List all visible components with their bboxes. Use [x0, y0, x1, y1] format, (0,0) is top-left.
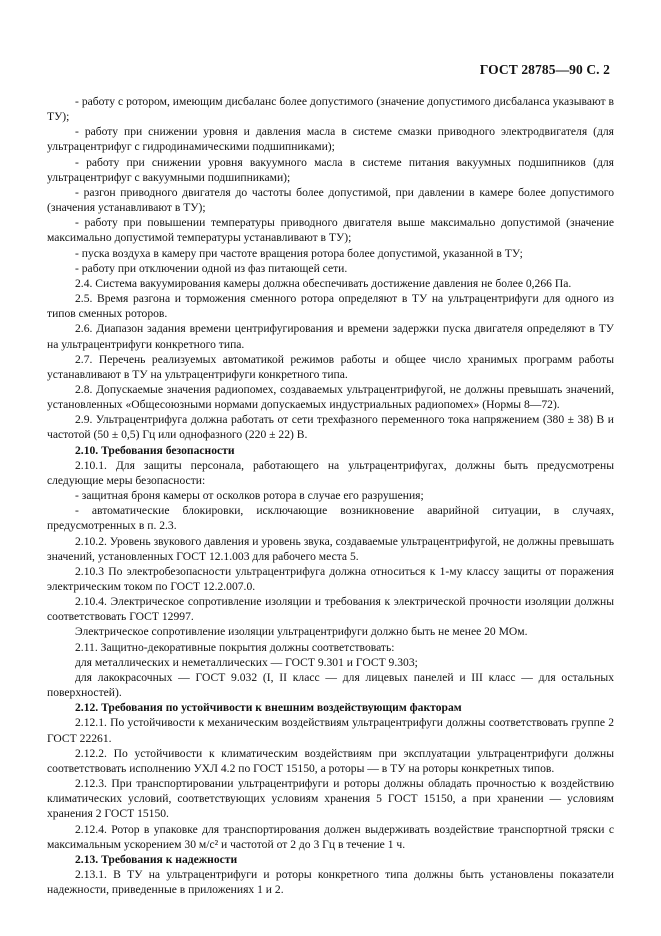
paragraph: 2.12.1. По устойчивости к механическим воздействиям ультрацентрифуги должны соответствовать группе 2 ГОСТ 22261. — [47, 716, 614, 745]
paragraph: 2.4. Система вакуумирования камеры должна обеспечивать достижение давления не более 0,266 Па. — [75, 276, 572, 290]
paragraph: 2.6. Диапазон задания времени центрифугирования и времени задержки пуска двигателя определяют в ТУ на ультрацентрифуги конкретного типа. — [47, 322, 614, 351]
paragraph: 2.8. Допускаемые значения радиопомех, создаваемых ультрацентрифугой, не должны превышать значений, установленных «Общесоюзными нормами допускаемых индустриальных радиопомех» (Нормы 8—72). — [47, 382, 614, 412]
paragraph: для металлических и неметаллических — ГОСТ 9.301 и ГОСТ 9.303; — [75, 655, 418, 669]
paragraph: 2.12.3. При транспортировании ультрацентрифуги и роторы должны обладать прочностью к воздействию климатических условий, соответствующих условиям хранения 5 ГОСТ 15150, а при хранении — условиям хранения 2 ГОСТ 15150. — [47, 777, 614, 821]
paragraph: для лакокрасочных — ГОСТ 9.032 (I, II класс — для лицевых панелей и III класс — для остальных поверхностей). — [47, 670, 614, 700]
paragraph: 2.5. Время разгона и торможения сменного ротора определяют в ТУ на ультрацентрифуги для одного из типов сменных роторов. — [47, 292, 614, 321]
paragraph: 2.10.2. Уровень звукового давления и уровень звука, создаваемые ультрацентрифугой, не должны превышать значений, установленных ГОСТ 12.1.003 для рабочего места 5. — [47, 534, 614, 563]
paragraph: - работу при отключении одной из фаз питающей сети. — [75, 261, 348, 275]
paragraph: 2.10.1. Для защиты персонала, работающего на ультрацентрифугах, должны быть предусмотрены следующие меры безопасности: — [47, 458, 614, 487]
paragraph: 2.10.3 По электробезопасности ультрацентрифуга должна относиться к 1-му классу защиты от поражения электрическим током по ГОСТ 12.2.007.0. — [47, 564, 614, 593]
section-heading: 2.10. Требования безопасности — [75, 443, 235, 457]
document-body — [47, 94, 614, 897]
paragraph: 2.9. Ультрацентрифуга должна работать от сети трехфазного переменного тока напряжением (380 ± 38) В и частотой (50 ± 0,5) Гц или однофазного (220 ± 22) В. — [47, 413, 614, 442]
paragraph: - работу при снижении уровня вакуумного масла в системе питания вакуумных подшипников (для ультрацентрифуг с вакуумными подшипниками); — [47, 155, 614, 184]
paragraph: - работу с ротором, имеющим дисбаланс более допустимого (значение допустимого дисбаланса указывают в ТУ); — [47, 95, 614, 124]
paragraph: 2.7. Перечень реализуемых автоматикой режимов работы и общее число хранимых программ работы устанавливают в ТУ на ультрацентрифуги конкретного типа. — [47, 352, 614, 381]
paragraph: Электрическое сопротивление изоляции ультрацентрифуги должно быть не менее 20 МОм. — [75, 625, 528, 639]
paragraph: - работу при повышении температуры приводного двигателя выше максимально допустимой (значение максимально допустимой температуры устанавливают в ТУ); — [47, 216, 614, 245]
paragraph: 2.12.2. По устойчивости к климатическим воздействиям при эксплуатации ультрацентрифуги должны соответствовать исполнению УХЛ 4.2 по ГОСТ 15150, а роторы — в ТУ на роторы конкретных типов. — [47, 746, 614, 775]
paragraph: - разгон приводного двигателя до частоты более допустимой, при давлении в камере более допустимого (значения устанавливают в ТУ); — [47, 185, 614, 215]
paragraph: - пуска воздуха в камеру при частоте вращения ротора более допустимой, указанной в ТУ; — [75, 246, 523, 260]
paragraph: - защитная броня камеры от осколков ротора в случае его разрушения; — [75, 489, 424, 503]
paragraph: 2.12.4. Ротор в упаковке для транспортирования должен выдерживать воздействие транспортной тряски с максимальным ускорением 30 м/с² и частотой от 2 до 3 Гц в течение 1 ч. — [47, 822, 614, 851]
section-heading: 2.13. Требования к надежности — [75, 852, 238, 866]
paragraph: - автоматические блокировки, исключающие возникновение аварийной ситуации, в случаях, предусмотренных в п. 2.3. — [47, 504, 614, 533]
page-header: ГОСТ 28785—90 С. 2 — [479, 62, 610, 77]
paragraph: 2.10.4. Электрическое сопротивление изоляции и требования к электрической прочности изоляции должны соответствовать ГОСТ 12997. — [47, 595, 614, 624]
paragraph: 2.11. Защитно-декоративные покрытия должны соответствовать: — [75, 640, 395, 654]
paragraph: - работу при снижении уровня и давления масла в системе смазки приводного электродвигателя (для ультрацентрифуг с гидродинамическими подшипниками); — [47, 125, 614, 154]
section-heading: 2.12. Требования по устойчивости к внешним воздействующим факторам — [75, 701, 462, 715]
paragraph: 2.13.1. В ТУ на ультрацентрифуги и роторы конкретного типа должны быть установлены показатели надежности, приведенные в приложениях 1 и 2. — [47, 867, 614, 897]
